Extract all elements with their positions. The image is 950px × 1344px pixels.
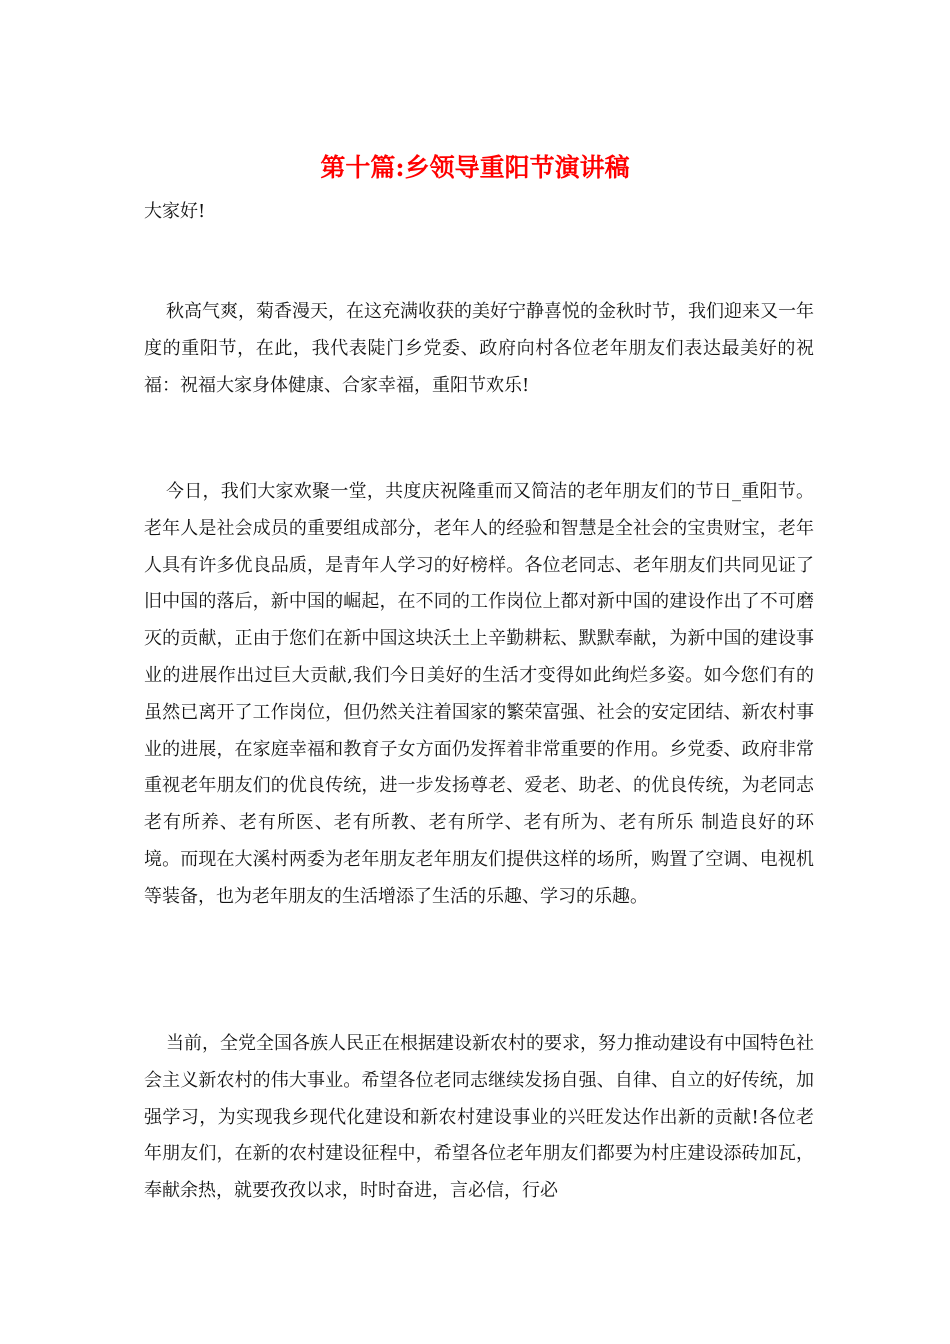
paragraph-2: 今日，我们大家欢聚一堂，共度庆祝隆重而又简洁的老年朋友们的节日_重阳节。老年人是社会成员的重要组成部分，老年人的经验和智慧是全社会的宝贵财宝，老年人具有许多优良品质，是青年人学习的好榜样。各位老同志、老年朋友们共同见证了旧中国的落后，新中国的崛起，在不同的工作岗位上都对新中国的建设作出了不可磨灭的贡献，正由于您们在新中国这块沃土上辛勤耕耘、默默奉献，为新中国的建设事业的进展作出过巨大贡献,我们今日美好的生活才变得如此绚烂多姿。如今您们有的虽然已离开了工作岗位，但仍然关注着国家的繁荣富强、社会的安定团结、新农村事业的进展，在家庭幸福和教育子女方面仍发挥着非常重要的作用。乡党委、政府非常重视老年朋友们的优良传统，进一步发扬尊老、爱老、助老、的优良传统，为老同志 老有所养、老有所医、老有所教、老有所学、老有所为、老有所乐 制造良好的环境。而现在大溪村两委为老年朋友老年朋友们提供这样的场所，购置了空调、电视机等装备，也为老年朋友的生活增添了生活的乐趣、学习的乐趣。 xyxy=(144,481,814,907)
paragraph-3: 当前，全党全国各族人民正在根据建设新农村的要求，努力推动建设有中国特色社会主义新农村的伟大事业。希望各位老同志继续发扬自强、自律、自立的好传统，加强学习，为实现我乡现代化建设和新农村建设事业的兴旺发达作出新的贡献!各位老年朋友们，在新的农村建设征程中，希望各位老年朋友们都要为村庄建设添砖加瓦，奉献余热，就要孜孜以求，时时奋进，言必信，行必 xyxy=(144,1033,814,1202)
document-title: 第十篇:乡领导重阳节演讲稿 xyxy=(320,153,630,182)
paragraph-1: 秋高气爽，菊香漫天，在这充满收获的美好宁静喜悦的金秋时节，我们迎来又一年度的重阳节，在此，我代表陡门乡党委、政府向村各位老年朋友们表达最美好的祝福：祝福大家身体健康、合家幸福，重阳节欢乐! xyxy=(144,301,814,396)
greeting-line: 大家好! xyxy=(144,201,206,222)
